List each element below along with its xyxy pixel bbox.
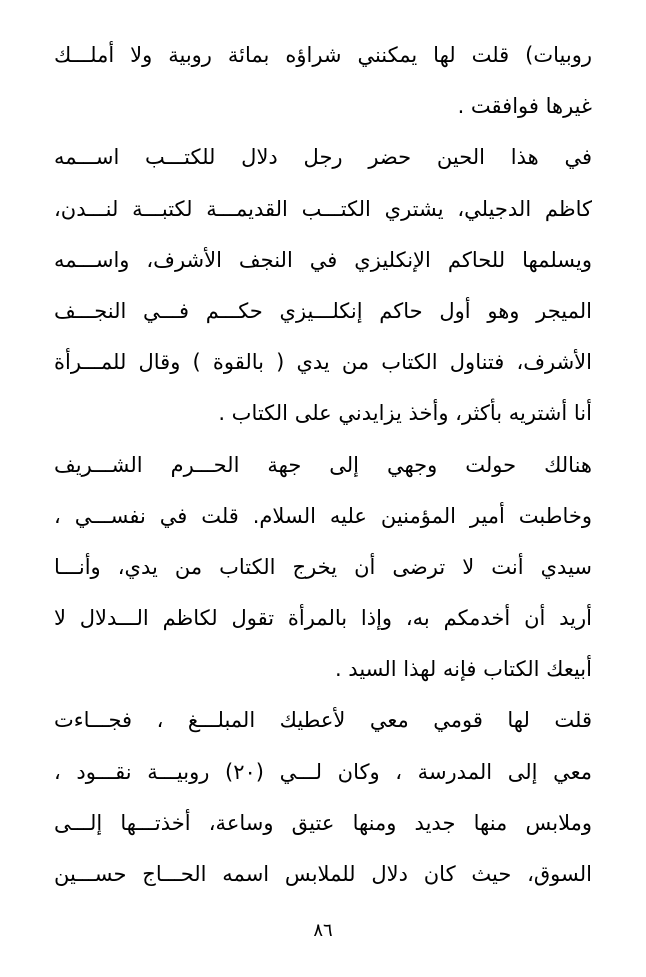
text-line-9: هنالك حولت وجهي إلى جهة الحـــرم الشـــريف: [54, 452, 592, 477]
text-line-16: وملابس منها جديد ومنها عتيق وساعة، أخذتـــها إلـــى: [54, 810, 592, 835]
text-line-1: روبيات) قلت لها يمكنني شراؤه بمائة روبية ولا أملـــك: [54, 43, 592, 67]
text-line-15: معي إلى المدرسة ، وكان لـــي (٢٠) روبيـــة نقـــود ،: [54, 759, 592, 784]
text-line-12: أريد أن أخدمكم به، وإذا بالمرأة تقول لكاظم الـــدلال لا: [54, 606, 592, 631]
text-line-5: ويسلمها للحاكم الإنكليزي في النجف الأشرف، واســـمه: [54, 247, 592, 272]
text-line-10: وخاطبت أمير المؤمنين عليه السلام. قلت في نفســـي ،: [54, 503, 592, 528]
text-line-14: قلت لها قومي معي لأعطيك المبلـــغ ، فجـــاءت: [54, 708, 592, 733]
text-line-17: السوق، حيث كان دلال للملابس اسمه الحـــاج حســـين: [54, 862, 592, 886]
body-text: [54, 30, 592, 900]
text-line-3: في هذا الحين حضر رجل دلال للكتـــب اســـمه: [54, 145, 592, 170]
text-line-8: أنا أشتريه بأكثر، وأخذ يزايدني على الكتاب .: [218, 401, 592, 426]
text-line-7: الأشرف، فتناول الكتاب من يدي ( بالقوة ) وقال للمـــرأة: [54, 350, 592, 375]
text-line-11: سيدي أنت لا ترضى أن يخرج الكتاب من يدي، وأنـــا: [54, 554, 592, 579]
text-line-4: كاظم الدجيلي، يشتري الكتـــب القديمـــة لكتبـــة لنـــدن،: [54, 196, 592, 221]
text-line-13: أبيعك الكتاب فإنه لهذا السيد .: [334, 657, 592, 682]
text-line-2: غيرها فوافقت .: [457, 94, 592, 119]
text-line-6: الميجر وهو أول حاكم إنكلـــيزي حكـــم فـــي النجـــف: [54, 298, 592, 323]
page-number: ٨٦: [313, 920, 333, 941]
